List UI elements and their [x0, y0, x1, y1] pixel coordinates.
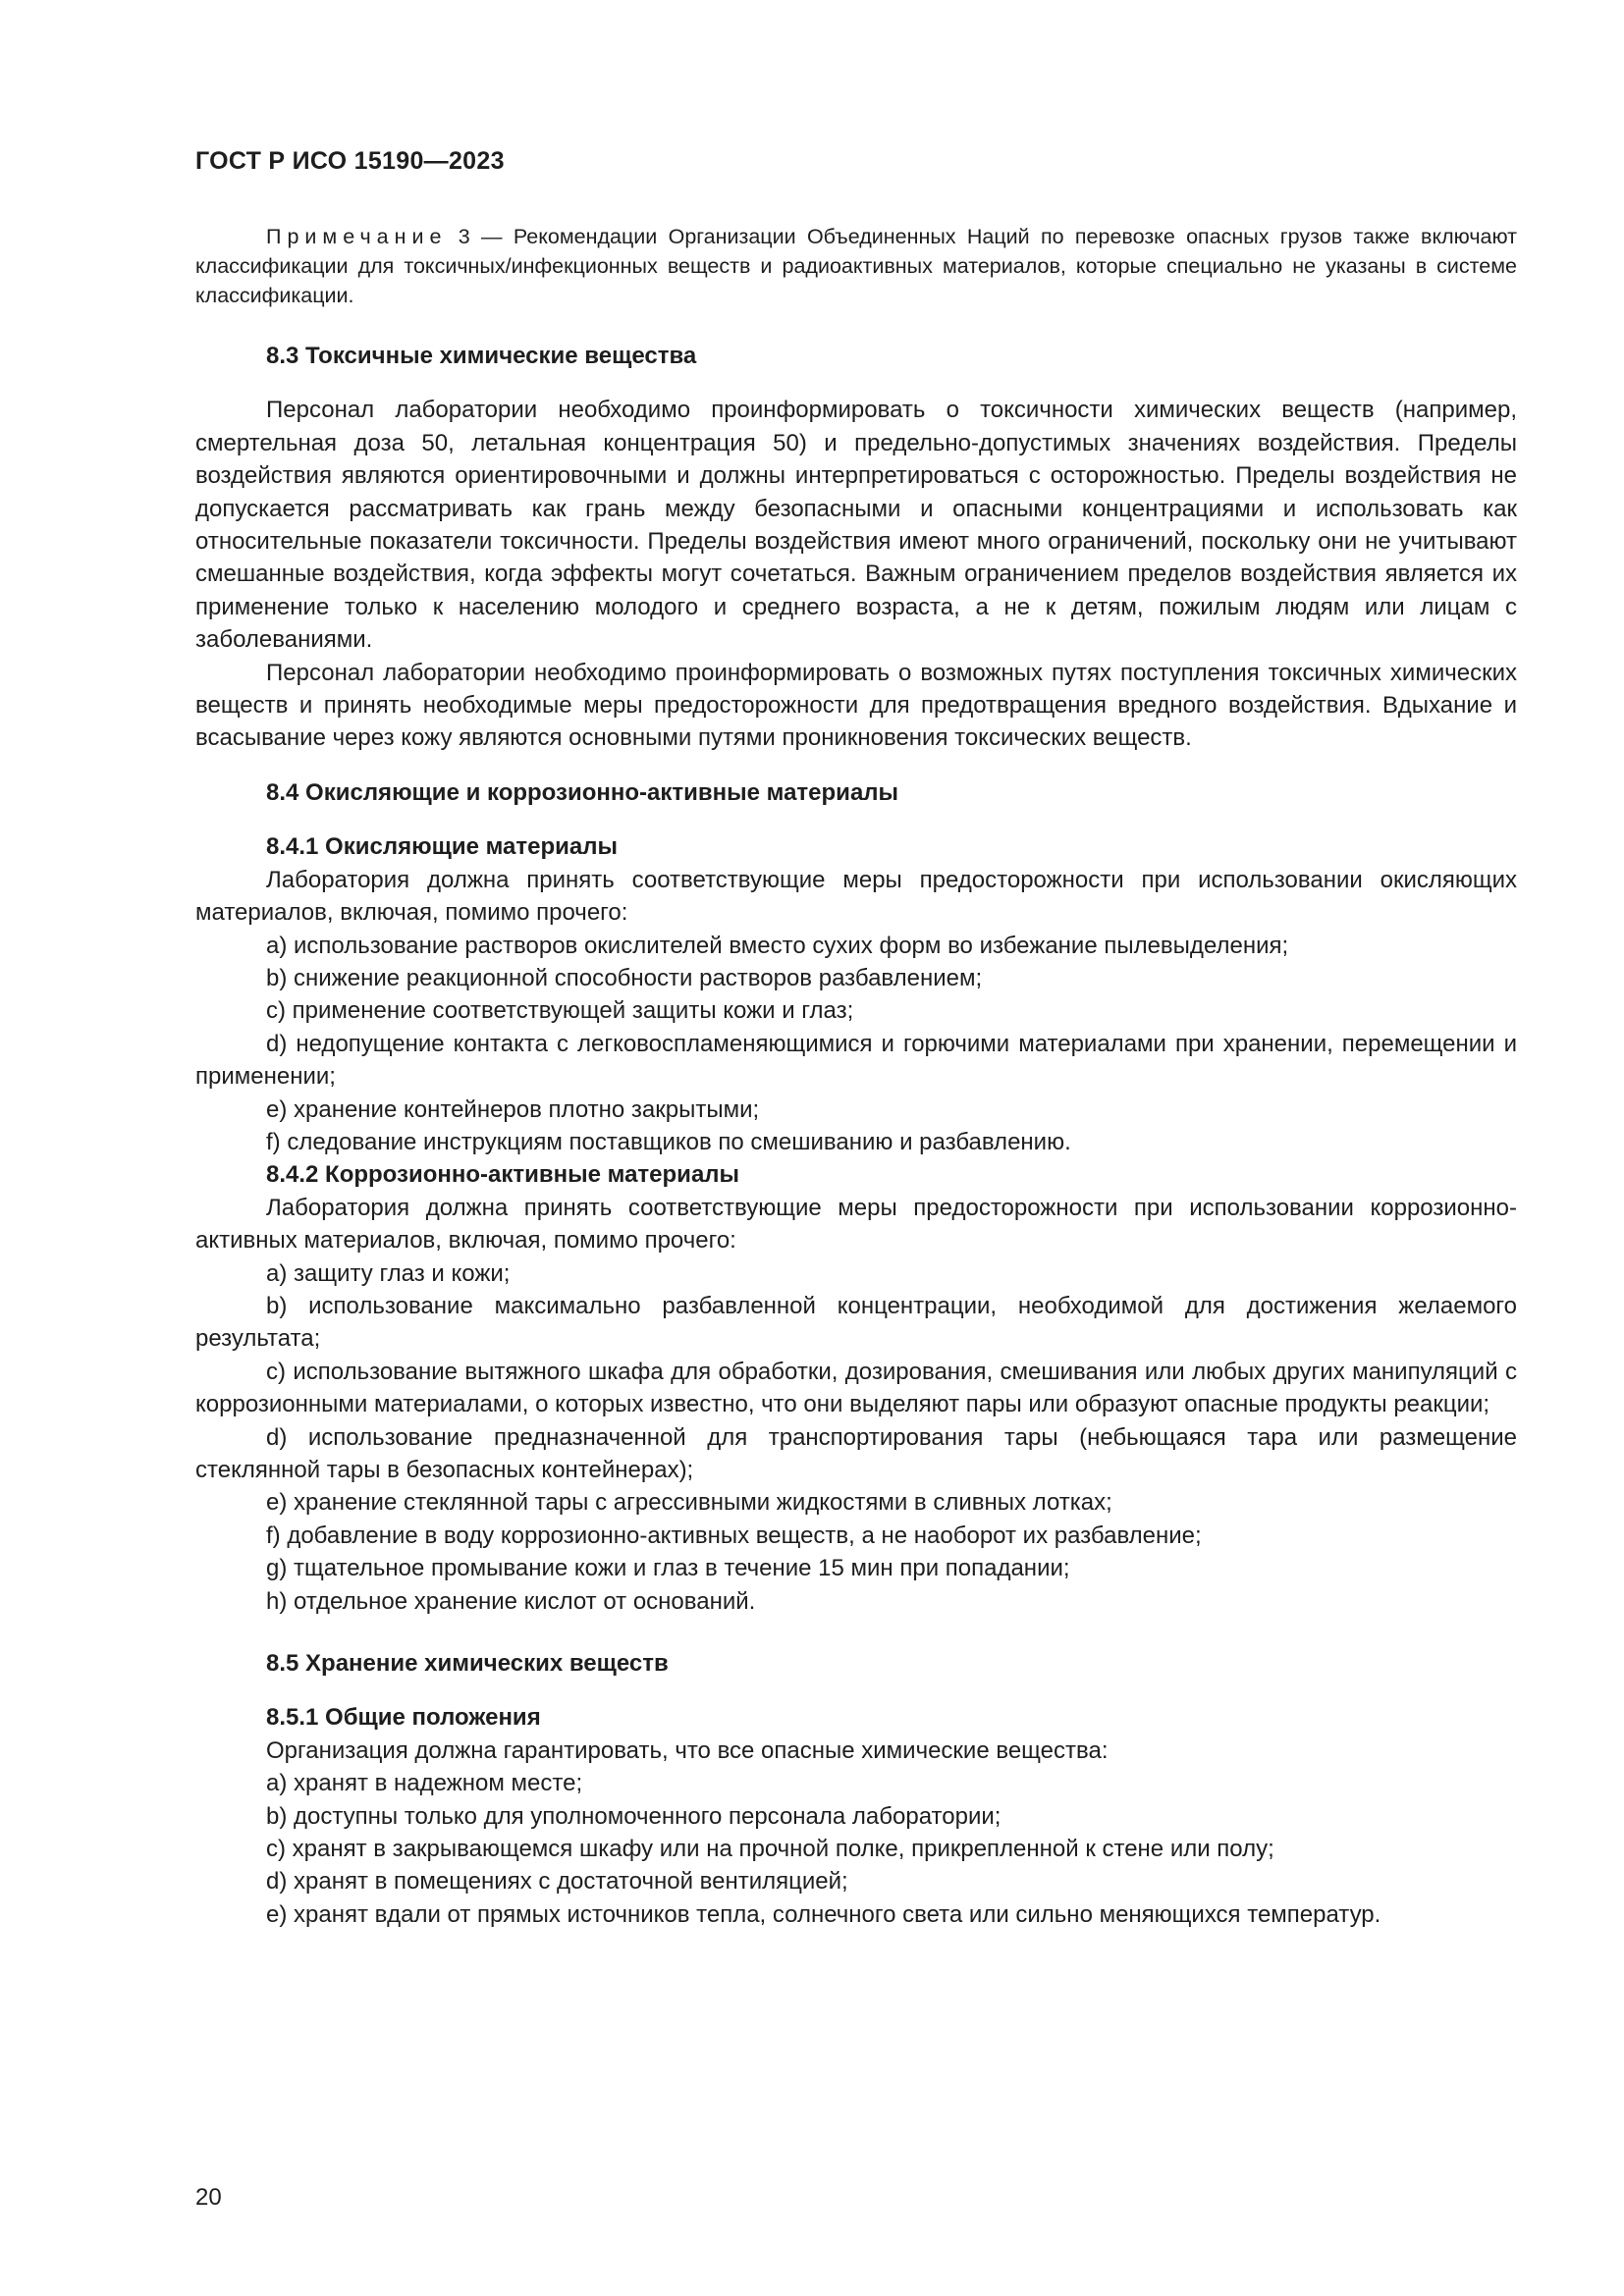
- section-8-3-heading: 8.3 Токсичные химические вещества: [266, 343, 697, 369]
- list-item: c) хранят в закрывающемся шкафу или на прочной полке, прикрепленной к стене или полу;: [266, 1836, 1274, 1863]
- list-item: b) использование максимально разбавленной концентрации, необходимой для достижения желаемого результата;: [195, 1292, 1517, 1353]
- list-item: f) добавление в воду коррозионно-активных веществ, а не наоборот их разбавление;: [266, 1522, 1202, 1549]
- note-text: 3 — Рекомендации Организации Объединенных Наций по перевозке опасных грузов также включают классификации для токсичных/инфекционных веществ и радиоактивных материалов, которые специально не указаны в системе классификации.: [195, 225, 1517, 307]
- page-number: 20: [195, 2184, 222, 2211]
- section-8-3-paragraph-1: Персонал лаборатории необходимо проинформировать о токсичности химических веществ (например, смертельная доза 50, летальная концентрация 50) и предельно-допустимых значениях воздействия. Пределы воздействия являются ориентировочными и должны интерпретироваться с осторожностью. Пределы воздействия не допускается рассматривать как грань между безопасными и опасными концентрациями и использовать как относительные показатели токсичности. Пределы воздействия имеют много ограничений, поскольку они не учитывают смешанные воздействия, когда эффекты могут сочетаться. Важным ограничением пределов воздействия является их применение только к населению молодого и среднего возраста, а не к детям, пожилым людям или лицам с заболеваниями.: [195, 397, 1517, 654]
- list-item: b) снижение реакционной способности растворов разбавлением;: [266, 964, 983, 991]
- list-item: a) хранят в надежном месте;: [266, 1770, 583, 1797]
- list-item: e) хранение контейнеров плотно закрытыми;: [266, 1095, 760, 1123]
- note-3: [195, 222, 1517, 310]
- list-item: g) тщательное промывание кожи и глаз в течение 15 мин при попадании;: [266, 1555, 1070, 1582]
- list-item: f) следование инструкциям поставщиков по смешиванию и разбавлению.: [266, 1128, 1071, 1155]
- list-item: c) применение соответствующей защиты кожи и глаз;: [266, 997, 854, 1025]
- note-label: Примечание: [266, 225, 448, 248]
- document-page: [195, 0, 1517, 2296]
- section-8-4-1-heading: 8.4.1 Окисляющие материалы: [266, 833, 618, 861]
- page-content: [195, 222, 1517, 1931]
- list-item: d) хранят в помещениях с достаточной вентиляцией;: [266, 1868, 848, 1896]
- list-item: a) защиту глаз и кожи;: [266, 1259, 511, 1287]
- standard-header: ГОСТ Р ИСО 15190—2023: [195, 147, 505, 175]
- list-item: d) использование предназначенной для транспортирования тары (небьющаяся тара или размещение стеклянной тары в безопасных контейнерах);: [195, 1423, 1517, 1483]
- list-item: h) отдельное хранение кислот от оснований.: [266, 1587, 756, 1615]
- section-8-5-1-heading: 8.5.1 Общие положения: [266, 1704, 541, 1732]
- list-item: c) использование вытяжного шкафа для обработки, дозирования, смешивания или любых других манипуляций с коррозионными материалами, о которых известно, что они выделяют пары или образуют опасные продукты реакции;: [195, 1358, 1517, 1418]
- list-item: b) доступны только для уполномоченного персонала лаборатории;: [266, 1802, 1001, 1830]
- section-8-4-heading: 8.4 Окисляющие и коррозионно-активные материалы: [266, 778, 899, 806]
- section-8-4-1-intro: Лаборатория должна принять соответствующие меры предосторожности при использовании окисляющих материалов, включая, помимо прочего:: [195, 866, 1517, 927]
- list-item: a) использование растворов окислителей вместо сухих форм во избежание пылевыделения;: [266, 932, 1289, 959]
- section-8-5-1-intro: Организация должна гарантировать, что все опасные химические вещества:: [266, 1736, 1109, 1764]
- list-item: e) хранение стеклянной тары с агрессивными жидкостями в сливных лотках;: [266, 1489, 1112, 1517]
- section-8-4-2-heading: 8.4.2 Коррозионно-активные материалы: [266, 1161, 740, 1189]
- list-item: d) недопущение контакта с легковоспламеняющимися и горючими материалами при хранении, перемещении и применении;: [195, 1030, 1517, 1091]
- section-8-5-heading: 8.5 Хранение химических веществ: [266, 1650, 669, 1678]
- section-8-3-paragraph-2: Персонал лаборатории необходимо проинформировать о возможных путях поступления токсичных химических веществ и принять необходимые меры предосторожности для предотвращения вредного воздействия. Вдыхание и всасывание через кожу являются основными путями проникновения токсических веществ.: [195, 659, 1517, 752]
- section-8-4-2-intro: Лаборатория должна принять соответствующие меры предосторожности при использовании коррозионно-активных материалов, включая, помимо прочего:: [195, 1194, 1517, 1255]
- list-item: e) хранят вдали от прямых источников тепла, солнечного света или сильно меняющихся температур.: [266, 1900, 1381, 1928]
